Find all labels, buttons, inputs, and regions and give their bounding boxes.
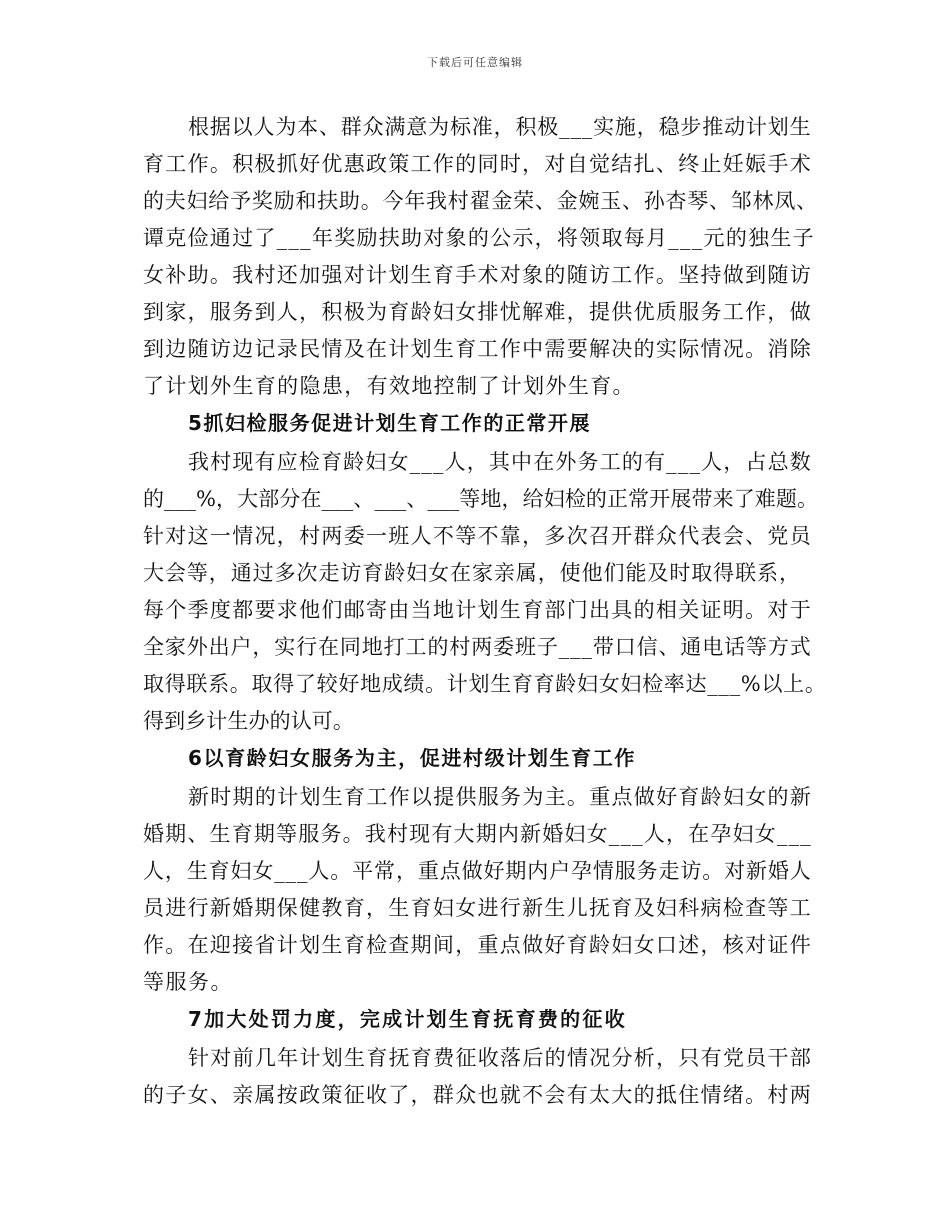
body-line: 根据以人为本、群众满意为标准，积极___实施，稳步推动计划生 (188, 115, 812, 139)
body-line: 全家外出户，实行在同地打工的村两委班子___带口信、通电话等方式 (143, 635, 812, 659)
body-line: 的___%，大部分在___、___、___等地，给妇检的正常开展带来了难题。 (143, 487, 819, 511)
body-line: 大会等，通过多次走访育龄妇女在家亲属，使他们能及时取得联系， (143, 561, 801, 585)
section-heading-5: 5抓妇检服务促进计划生育工作的正常开展 (188, 411, 591, 435)
body-line: 的子女、亲属按政策征收了，群众也就不会有太大的抵住情绪。村两 (143, 1083, 812, 1107)
body-line: 得到乡计生办的认可。 (143, 709, 354, 733)
body-line: 新时期的计划生育工作以提供服务为主。重点做好育龄妇女的新 (188, 785, 813, 809)
section-heading-6: 6以育龄妇女服务为主，促进村级计划生育工作 (188, 746, 636, 770)
body-line: 女补助。我村还加强对计划生育手术对象的随访工作。坚持做到随访 (143, 263, 812, 287)
section-heading-7: 7加大处罚力度，完成计划生育抚育费的征收 (188, 1007, 627, 1031)
body-line: 我村现有应检育龄妇女___人，其中在外务工的有___人，占总数 (188, 450, 812, 474)
body-line: 到家，服务到人，积极为育龄妇女排忧解难，提供优质服务工作，做 (143, 300, 812, 324)
body-line: 等服务。 (143, 970, 233, 994)
body-line: 育工作。积极抓好优惠政策工作的同时，对自觉结扎、终止妊娠手术 (143, 152, 812, 176)
body-line: 到边随访边记录民情及在计划生育工作中需要解决的实际情况。消除 (143, 337, 812, 361)
body-line: 员进行新婚期保健教育，生育妇女进行新生儿抚育及妇科病检查等工 (143, 896, 812, 920)
page-header: 下载后可任意编辑 (427, 56, 523, 69)
body-line: 针对这一情况，村两委一班人不等不靠，多次召开群众代表会、党员 (143, 524, 812, 548)
body-line: 取得联系。取得了较好地成绩。计划生育育龄妇女妇检率达___%以上。 (143, 672, 827, 696)
body-line: 针对前几年计划生育抚育费征收落后的情况分析，只有党员干部 (188, 1046, 813, 1070)
body-line: 人，生育妇女___人。平常，重点做好期内户孕情服务走访。对新婚人 (143, 859, 812, 883)
body-line: 的夫妇给予奖励和扶助。今年我村翟金荣、金婉玉、孙杏琴、邹林凤、 (143, 189, 818, 213)
body-line: 作。在迎接省计划生育检查期间，重点做好育龄妇女口述，核对证件 (143, 933, 812, 957)
body-line: 婚期、生育期等服务。我村现有大期内新婚妇女___人，在孕妇女___ (143, 822, 812, 846)
body-line: 每个季度都要求他们邮寄由当地计划生育部门出具的相关证明。对于 (143, 598, 812, 622)
body-line: 了计划外生育的隐患，有效地控制了计划外生育。 (143, 374, 635, 398)
body-line: 谭克俭通过了___年奖励扶助对象的公示，将领取每月___元的独生子 (143, 226, 815, 250)
